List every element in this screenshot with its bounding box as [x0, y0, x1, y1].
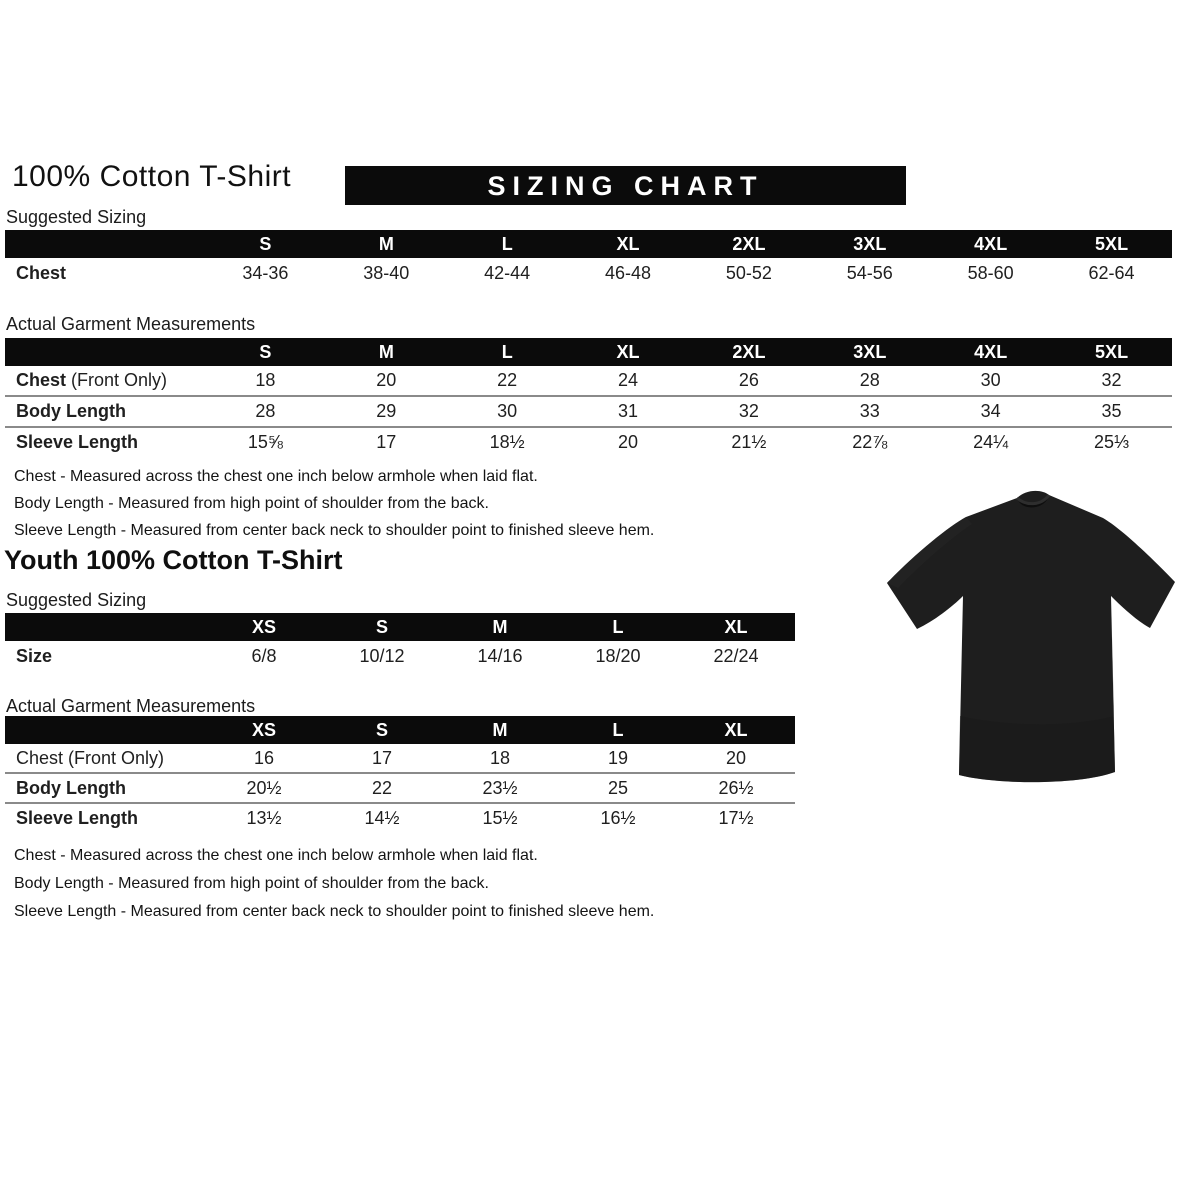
- size-column-header: XL: [677, 613, 795, 641]
- value-cell: 20½: [205, 773, 323, 803]
- note-line: Sleeve Length - Measured from center back neck to shoulder point to finished sleeve hem.: [14, 522, 655, 539]
- adult-suggested-header-row: [5, 230, 1172, 258]
- value-cell: 22/24: [713, 646, 759, 666]
- row-label-cell: [5, 258, 205, 289]
- value-cell: 15⅝: [247, 432, 283, 452]
- adult-actual-header-row: [5, 338, 1172, 366]
- youth-actual-table: [5, 716, 795, 832]
- size-column-header: S: [205, 338, 326, 366]
- size-column-header: XL: [677, 716, 795, 744]
- value-cell: 26½: [677, 773, 795, 803]
- size-column-header: XS: [205, 613, 323, 641]
- row-label-cell: [5, 744, 205, 773]
- table-row: [5, 773, 795, 803]
- note-line: Body Length - Measured from high point of shoulder from the back.: [14, 495, 489, 512]
- value-cell: 29: [326, 396, 447, 427]
- table-row: [5, 396, 1172, 427]
- table-row: [5, 803, 795, 832]
- row-label: Chest: [16, 263, 67, 283]
- value-cell: 10/12: [359, 646, 405, 666]
- value-cell: 35: [1051, 396, 1172, 427]
- size-column-header: 3XL: [809, 338, 930, 366]
- youth-suggested-table: [5, 613, 795, 672]
- size-column-header: L: [559, 613, 677, 641]
- size-column-header: M: [441, 716, 559, 744]
- adult-actual-table: [5, 338, 1172, 457]
- size-column-header: 4XL: [930, 338, 1051, 366]
- value-cell: 17: [376, 432, 397, 452]
- size-column-header: 4XL: [930, 230, 1051, 258]
- youth-measurement-notes: [14, 842, 654, 926]
- row-label: Size: [16, 646, 53, 666]
- value-cell: 18: [441, 744, 559, 773]
- value-cell: 34-36: [242, 263, 289, 283]
- row-label: Sleeve Length: [16, 807, 139, 828]
- size-column-header: L: [447, 230, 568, 258]
- value-cell: 22: [323, 773, 441, 803]
- size-column-header: M: [326, 338, 447, 366]
- value-cell: 62-64: [1088, 263, 1135, 283]
- note-line: Chest - Measured across the chest one inch below armhole when laid flat.: [14, 847, 538, 864]
- size-column-header: S: [205, 230, 326, 258]
- table-row: [5, 366, 1172, 396]
- value-cell: 18½: [489, 432, 525, 452]
- table-row: [5, 744, 795, 773]
- value-cell: 50-52: [725, 263, 772, 283]
- youth-actual-label: Actual Garment Measurements: [6, 696, 256, 716]
- value-cell: 15½: [482, 807, 518, 828]
- value-cell: 14/16: [477, 646, 523, 666]
- value-cell: 22: [447, 366, 568, 396]
- value-cell: 32: [1051, 366, 1172, 396]
- size-column-header: 2XL: [689, 338, 810, 366]
- size-column-header: M: [441, 613, 559, 641]
- value-cell: 19: [559, 744, 677, 773]
- sizing-chart-banner: SIZING CHART: [345, 166, 906, 205]
- table-row: [5, 427, 1172, 457]
- header-spacer-cell: [5, 716, 205, 744]
- value-cell: 20: [326, 366, 447, 396]
- size-column-header: XL: [568, 230, 689, 258]
- page-title: 100% Cotton T-Shirt: [12, 160, 292, 193]
- table-row: [5, 258, 1172, 289]
- adult-actual-label: Actual Garment Measurements: [6, 314, 256, 334]
- value-cell: 24: [568, 366, 689, 396]
- value-cell: 25: [559, 773, 677, 803]
- size-column-header: XL: [568, 338, 689, 366]
- size-column-header: 5XL: [1051, 230, 1172, 258]
- value-cell: 24¼: [973, 432, 1009, 452]
- size-column-header: 2XL: [689, 230, 810, 258]
- value-cell: 14½: [364, 807, 400, 828]
- size-column-header: L: [447, 338, 568, 366]
- size-column-header: L: [559, 716, 677, 744]
- size-column-header: S: [323, 716, 441, 744]
- row-label: Body Length: [16, 777, 126, 798]
- value-cell: 30: [930, 366, 1051, 396]
- black-tshirt-image: [876, 476, 1190, 808]
- value-cell: 17: [323, 744, 441, 773]
- row-label-note: (Front Only): [66, 370, 168, 390]
- value-cell: 26: [689, 366, 810, 396]
- row-label-cell: [5, 803, 205, 832]
- value-cell: 54-56: [846, 263, 893, 283]
- value-cell: 25⅓: [1094, 432, 1130, 452]
- adult-suggested-table: [5, 230, 1172, 289]
- value-cell: 17½: [718, 807, 754, 828]
- value-cell: 18: [205, 366, 326, 396]
- row-label-cell: [5, 396, 205, 427]
- value-cell: 21½: [731, 432, 767, 452]
- size-column-header: 3XL: [809, 230, 930, 258]
- value-cell: 34: [930, 396, 1051, 427]
- value-cell: 13½: [246, 807, 282, 828]
- value-cell: 16: [205, 744, 323, 773]
- youth-suggested-label: Suggested Sizing: [6, 590, 147, 610]
- row-label: Sleeve Length: [16, 432, 139, 452]
- value-cell: 33: [809, 396, 930, 427]
- row-label-cell: [5, 366, 205, 396]
- row-label: Chest: [16, 370, 67, 390]
- youth-suggested-header-row: [5, 613, 795, 641]
- row-label-cell: [5, 641, 205, 672]
- value-cell: 20: [677, 744, 795, 773]
- size-column-header: XS: [205, 716, 323, 744]
- tshirt-graphic: [876, 476, 1190, 808]
- size-column-header: M: [326, 230, 447, 258]
- youth-actual-header-row: [5, 716, 795, 744]
- size-column-header: 5XL: [1051, 338, 1172, 366]
- value-cell: 6/8: [251, 646, 277, 666]
- value-cell: 42-44: [484, 263, 531, 283]
- value-cell: 31: [568, 396, 689, 427]
- table-row: [5, 641, 795, 672]
- row-label-note: Chest (Front Only): [16, 747, 165, 768]
- value-cell: 23½: [441, 773, 559, 803]
- value-cell: 20: [618, 432, 639, 452]
- row-label-cell: [5, 773, 205, 803]
- value-cell: 46-48: [605, 263, 652, 283]
- size-column-header: S: [323, 613, 441, 641]
- adult-suggested-label: Suggested Sizing: [6, 207, 147, 227]
- value-cell: 22⅞: [852, 432, 888, 452]
- value-cell: 32: [689, 396, 810, 427]
- value-cell: 30: [447, 396, 568, 427]
- note-line: Sleeve Length - Measured from center back neck to shoulder point to finished sleeve hem.: [14, 903, 655, 920]
- value-cell: 16½: [600, 807, 636, 828]
- adult-measurement-notes: [14, 463, 654, 544]
- header-spacer-cell: [5, 338, 205, 366]
- note-line: Chest - Measured across the chest one inch below armhole when laid flat.: [14, 468, 538, 485]
- value-cell: 28: [809, 366, 930, 396]
- note-line: Body Length - Measured from high point of shoulder from the back.: [14, 875, 489, 892]
- row-label: Body Length: [16, 401, 126, 421]
- youth-section-title: Youth 100% Cotton T-Shirt: [4, 545, 343, 575]
- row-label-cell: [5, 427, 205, 457]
- value-cell: 18/20: [595, 646, 641, 666]
- value-cell: 28: [205, 396, 326, 427]
- value-cell: 38-40: [363, 263, 410, 283]
- header-spacer-cell: [5, 230, 205, 258]
- value-cell: 58-60: [967, 263, 1014, 283]
- header-spacer-cell: [5, 613, 205, 641]
